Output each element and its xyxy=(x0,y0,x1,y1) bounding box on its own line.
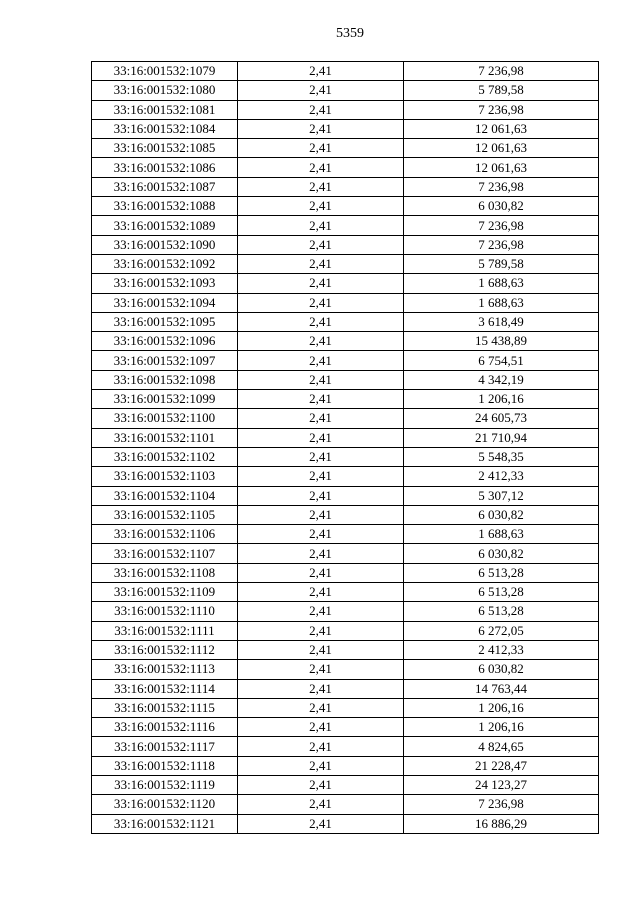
amount-cell: 6 513,28 xyxy=(404,563,599,582)
table-row xyxy=(92,640,599,659)
cadastral-number-cell: 33:16:001532:1119 xyxy=(92,775,238,794)
table-row xyxy=(92,621,599,640)
cadastral-number-cell: 33:16:001532:1107 xyxy=(92,544,238,563)
rate-cell: 2,41 xyxy=(238,139,404,158)
table-row xyxy=(92,775,599,794)
amount-cell: 14 763,44 xyxy=(404,679,599,698)
table-row xyxy=(92,428,599,447)
cadastral-number-cell: 33:16:001532:1099 xyxy=(92,390,238,409)
cadastral-number-cell: 33:16:001532:1116 xyxy=(92,718,238,737)
amount-cell: 2 412,33 xyxy=(404,467,599,486)
table-row xyxy=(92,660,599,679)
amount-cell: 4 824,65 xyxy=(404,737,599,756)
rate-cell: 2,41 xyxy=(238,583,404,602)
rate-cell: 2,41 xyxy=(238,621,404,640)
rate-cell: 2,41 xyxy=(238,775,404,794)
table-row xyxy=(92,486,599,505)
table-row xyxy=(92,139,599,158)
cadastral-number-cell: 33:16:001532:1110 xyxy=(92,602,238,621)
cadastral-number-cell: 33:16:001532:1109 xyxy=(92,583,238,602)
rate-cell: 2,41 xyxy=(238,62,404,81)
table-row xyxy=(92,525,599,544)
rate-cell: 2,41 xyxy=(238,312,404,331)
rate-cell: 2,41 xyxy=(238,100,404,119)
table-row xyxy=(92,737,599,756)
rate-cell: 2,41 xyxy=(238,698,404,717)
table-row xyxy=(92,216,599,235)
cadastral-number-cell: 33:16:001532:1106 xyxy=(92,525,238,544)
cadastral-number-cell: 33:16:001532:1103 xyxy=(92,467,238,486)
amount-cell: 6 272,05 xyxy=(404,621,599,640)
table-row xyxy=(92,100,599,119)
amount-cell: 1 206,16 xyxy=(404,390,599,409)
cadastral-number-cell: 33:16:001532:1100 xyxy=(92,409,238,428)
amount-cell: 4 342,19 xyxy=(404,370,599,389)
amount-cell: 12 061,63 xyxy=(404,139,599,158)
rate-cell: 2,41 xyxy=(238,332,404,351)
amount-cell: 21 710,94 xyxy=(404,428,599,447)
cadastral-number-cell: 33:16:001532:1113 xyxy=(92,660,238,679)
table-row xyxy=(92,679,599,698)
amount-cell: 24 605,73 xyxy=(404,409,599,428)
cadastral-number-cell: 33:16:001532:1095 xyxy=(92,312,238,331)
table-row xyxy=(92,274,599,293)
cadastral-number-cell: 33:16:001532:1114 xyxy=(92,679,238,698)
cadastral-number-cell: 33:16:001532:1093 xyxy=(92,274,238,293)
rate-cell: 2,41 xyxy=(238,737,404,756)
rate-cell: 2,41 xyxy=(238,158,404,177)
table-row xyxy=(92,62,599,81)
rate-cell: 2,41 xyxy=(238,795,404,814)
amount-cell: 7 236,98 xyxy=(404,216,599,235)
rate-cell: 2,41 xyxy=(238,486,404,505)
amount-cell: 24 123,27 xyxy=(404,775,599,794)
table-row xyxy=(92,81,599,100)
amount-cell: 5 789,58 xyxy=(404,254,599,273)
amount-cell: 12 061,63 xyxy=(404,158,599,177)
table-row xyxy=(92,583,599,602)
cadastral-number-cell: 33:16:001532:1098 xyxy=(92,370,238,389)
amount-cell: 7 236,98 xyxy=(404,795,599,814)
rate-cell: 2,41 xyxy=(238,505,404,524)
cadastral-number-cell: 33:16:001532:1094 xyxy=(92,293,238,312)
amount-cell: 7 236,98 xyxy=(404,100,599,119)
rate-cell: 2,41 xyxy=(238,525,404,544)
rate-cell: 2,41 xyxy=(238,602,404,621)
table-row xyxy=(92,332,599,351)
amount-cell: 1 206,16 xyxy=(404,718,599,737)
cadastral-number-cell: 33:16:001532:1079 xyxy=(92,62,238,81)
cadastral-number-cell: 33:16:001532:1090 xyxy=(92,235,238,254)
rate-cell: 2,41 xyxy=(238,718,404,737)
table-row xyxy=(92,602,599,621)
table-row xyxy=(92,718,599,737)
table-row xyxy=(92,235,599,254)
rate-cell: 2,41 xyxy=(238,428,404,447)
table-row xyxy=(92,293,599,312)
rate-cell: 2,41 xyxy=(238,409,404,428)
rate-cell: 2,41 xyxy=(238,216,404,235)
rate-cell: 2,41 xyxy=(238,177,404,196)
cadastral-number-cell: 33:16:001532:1096 xyxy=(92,332,238,351)
cadastral-number-cell: 33:16:001532:1087 xyxy=(92,177,238,196)
amount-cell: 5 307,12 xyxy=(404,486,599,505)
table-body xyxy=(92,62,599,834)
table-row xyxy=(92,177,599,196)
rate-cell: 2,41 xyxy=(238,197,404,216)
rate-cell: 2,41 xyxy=(238,640,404,659)
cadastral-number-cell: 33:16:001532:1118 xyxy=(92,756,238,775)
amount-cell: 1 206,16 xyxy=(404,698,599,717)
cadastral-number-cell: 33:16:001532:1092 xyxy=(92,254,238,273)
table-row xyxy=(92,312,599,331)
rate-cell: 2,41 xyxy=(238,660,404,679)
amount-cell: 3 618,49 xyxy=(404,312,599,331)
rate-cell: 2,41 xyxy=(238,370,404,389)
rate-cell: 2,41 xyxy=(238,351,404,370)
rate-cell: 2,41 xyxy=(238,254,404,273)
cadastral-number-cell: 33:16:001532:1084 xyxy=(92,119,238,138)
table-row xyxy=(92,544,599,563)
amount-cell: 7 236,98 xyxy=(404,235,599,254)
table-row xyxy=(92,447,599,466)
data-table xyxy=(91,61,599,834)
amount-cell: 5 548,35 xyxy=(404,447,599,466)
amount-cell: 2 412,33 xyxy=(404,640,599,659)
amount-cell: 7 236,98 xyxy=(404,62,599,81)
table-row xyxy=(92,370,599,389)
amount-cell: 6 030,82 xyxy=(404,660,599,679)
table-row xyxy=(92,467,599,486)
table-row xyxy=(92,351,599,370)
table-row xyxy=(92,197,599,216)
table-row xyxy=(92,390,599,409)
rate-cell: 2,41 xyxy=(238,814,404,833)
table-row xyxy=(92,254,599,273)
cadastral-number-cell: 33:16:001532:1086 xyxy=(92,158,238,177)
cadastral-number-cell: 33:16:001532:1111 xyxy=(92,621,238,640)
table-row xyxy=(92,505,599,524)
cadastral-number-cell: 33:16:001532:1117 xyxy=(92,737,238,756)
table-row xyxy=(92,698,599,717)
rate-cell: 2,41 xyxy=(238,119,404,138)
cadastral-number-cell: 33:16:001532:1115 xyxy=(92,698,238,717)
rate-cell: 2,41 xyxy=(238,293,404,312)
amount-cell: 6 754,51 xyxy=(404,351,599,370)
amount-cell: 21 228,47 xyxy=(404,756,599,775)
table-row xyxy=(92,756,599,775)
amount-cell: 6 030,82 xyxy=(404,197,599,216)
table-row xyxy=(92,158,599,177)
cadastral-number-cell: 33:16:001532:1089 xyxy=(92,216,238,235)
amount-cell: 6 513,28 xyxy=(404,602,599,621)
amount-cell: 6 030,82 xyxy=(404,544,599,563)
rate-cell: 2,41 xyxy=(238,390,404,409)
cadastral-number-cell: 33:16:001532:1112 xyxy=(92,640,238,659)
cadastral-number-cell: 33:16:001532:1102 xyxy=(92,447,238,466)
cadastral-number-cell: 33:16:001532:1081 xyxy=(92,100,238,119)
rate-cell: 2,41 xyxy=(238,274,404,293)
rate-cell: 2,41 xyxy=(238,447,404,466)
cadastral-number-cell: 33:16:001532:1108 xyxy=(92,563,238,582)
cadastral-number-cell: 33:16:001532:1085 xyxy=(92,139,238,158)
rate-cell: 2,41 xyxy=(238,544,404,563)
amount-cell: 1 688,63 xyxy=(404,274,599,293)
cadastral-number-cell: 33:16:001532:1097 xyxy=(92,351,238,370)
table-row xyxy=(92,814,599,833)
amount-cell: 16 886,29 xyxy=(404,814,599,833)
cadastral-number-cell: 33:16:001532:1120 xyxy=(92,795,238,814)
cadastral-number-cell: 33:16:001532:1105 xyxy=(92,505,238,524)
page-number: 5359 xyxy=(336,26,364,41)
amount-cell: 6 030,82 xyxy=(404,505,599,524)
amount-cell: 15 438,89 xyxy=(404,332,599,351)
amount-cell: 1 688,63 xyxy=(404,293,599,312)
rate-cell: 2,41 xyxy=(238,81,404,100)
rate-cell: 2,41 xyxy=(238,235,404,254)
table-row xyxy=(92,795,599,814)
amount-cell: 6 513,28 xyxy=(404,583,599,602)
cadastral-number-cell: 33:16:001532:1121 xyxy=(92,814,238,833)
rate-cell: 2,41 xyxy=(238,679,404,698)
rate-cell: 2,41 xyxy=(238,563,404,582)
amount-cell: 7 236,98 xyxy=(404,177,599,196)
table-row xyxy=(92,563,599,582)
cadastral-number-cell: 33:16:001532:1088 xyxy=(92,197,238,216)
cadastral-number-cell: 33:16:001532:1104 xyxy=(92,486,238,505)
amount-cell: 1 688,63 xyxy=(404,525,599,544)
rate-cell: 2,41 xyxy=(238,467,404,486)
cadastral-number-cell: 33:16:001532:1080 xyxy=(92,81,238,100)
amount-cell: 12 061,63 xyxy=(404,119,599,138)
amount-cell: 5 789,58 xyxy=(404,81,599,100)
rate-cell: 2,41 xyxy=(238,756,404,775)
table-row xyxy=(92,119,599,138)
table-row xyxy=(92,409,599,428)
cadastral-number-cell: 33:16:001532:1101 xyxy=(92,428,238,447)
